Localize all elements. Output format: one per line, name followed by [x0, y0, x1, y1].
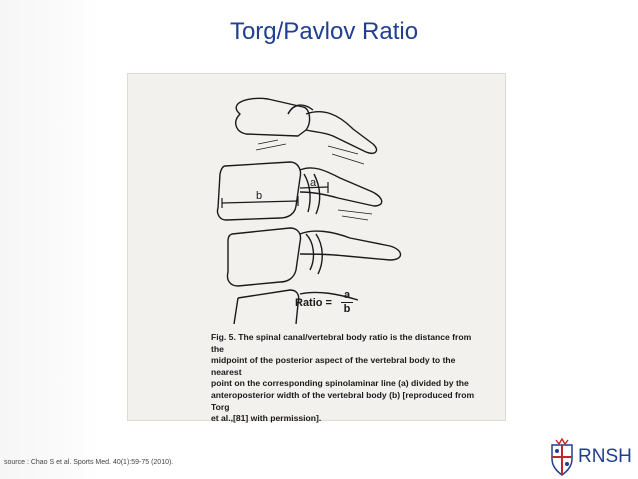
caption-line: midpoint of the posterior aspect of the vertebral body to the nearest — [211, 355, 456, 377]
caption-line: et al.,[81] with permission]. — [211, 413, 322, 424]
caption-line: anteroposterior width of the vertebral body (b) [reproduced from Torg — [211, 389, 475, 412]
crest-icon — [548, 437, 576, 477]
logo-text: RNSH — [578, 446, 632, 467]
rnsh-logo — [548, 437, 636, 477]
label-a: a — [310, 177, 317, 189]
vertebrae-diagram — [128, 74, 505, 324]
label-b: b — [256, 190, 263, 202]
slide-title: Torg/Pavlov Ratio — [229, 18, 419, 45]
left-gradient-bar — [0, 0, 100, 479]
figure-panel — [127, 73, 506, 424]
figure-caption — [211, 332, 485, 425]
caption-line: point on the corresponding spinolaminar line (a) divided by the — [211, 378, 469, 389]
ratio-fraction — [341, 289, 353, 316]
ratio-label: Ratio = — [295, 297, 332, 309]
caption-line: Fig. 5. The spinal canal/vertebral body ratio is the distance from the — [211, 332, 472, 354]
source-citation: source : Chao S et al. Sports Med. 40(1):59-75 (2010). — [4, 459, 174, 466]
ratio-numerator: a — [343, 289, 351, 301]
ratio-denominator: b — [341, 302, 353, 316]
